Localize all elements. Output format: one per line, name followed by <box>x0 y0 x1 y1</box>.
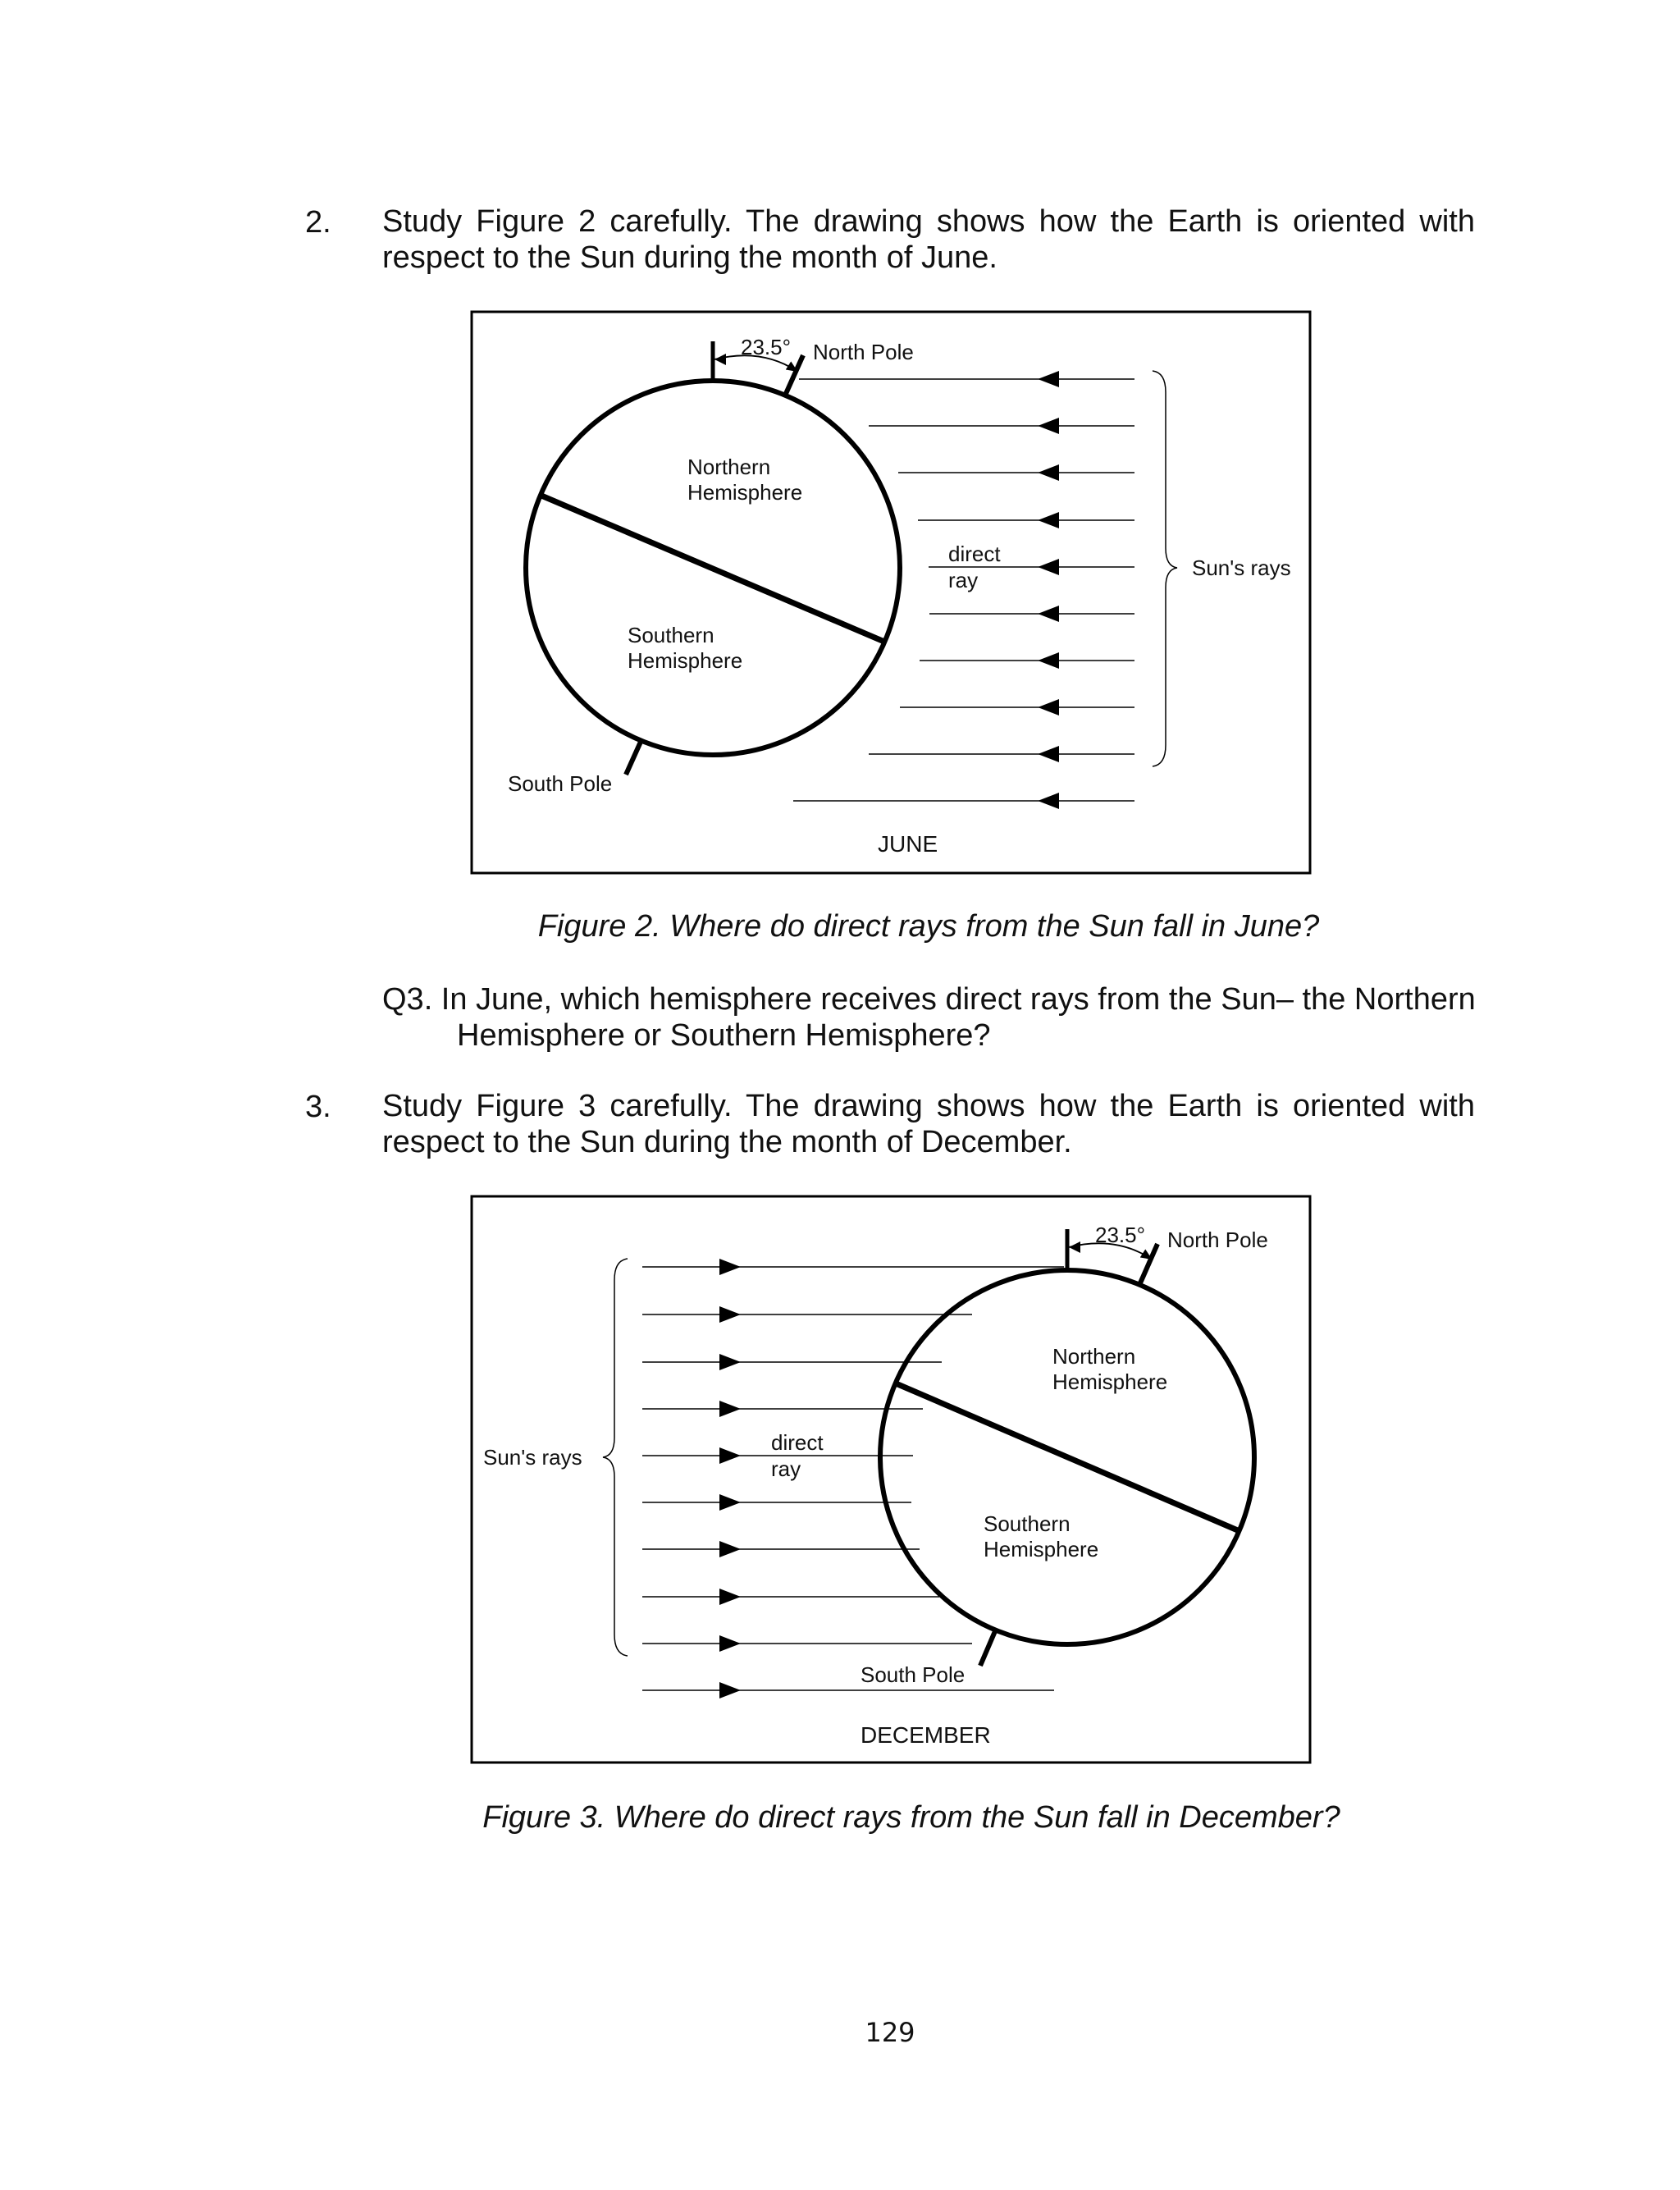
figure-2-northern-label-1: Northern <box>687 455 771 479</box>
question-3-line-2: Hemisphere or Southern Hemisphere? <box>457 1018 991 1053</box>
item-3-text: Study Figure 3 carefully. The drawing shows how the Earth is oriented with respect to the Sun during the month of December. <box>382 1089 1475 1159</box>
figure-3-southern-label-1: Southern <box>984 1511 1071 1536</box>
figure-3-diagram <box>470 1195 1312 1764</box>
figure-2 <box>470 310 1312 875</box>
figure-2-southern-label-1: Southern <box>628 623 714 647</box>
figure-2-diagram <box>470 310 1312 875</box>
figure-3-southern-label-2: Hemisphere <box>984 1537 1099 1561</box>
figure-2-northern-label-2: Hemisphere <box>687 480 803 505</box>
figure-2-direct-label-1: direct <box>948 542 1001 566</box>
figure-3-northern-label-1: Northern <box>1052 1344 1136 1369</box>
figure-2-angle-label: 23.5° <box>741 335 792 359</box>
item-2-text: Study Figure 2 carefully. The drawing shows how the Earth is oriented with respect to the Sun during the month of June. <box>382 204 1475 275</box>
item-number-3: 3. <box>305 1090 331 1124</box>
figure-3-direct-label-2: ray <box>771 1456 801 1481</box>
figure-3 <box>470 1195 1312 1764</box>
item-number-2: 2. <box>305 205 331 240</box>
figure-3-northern-label-2: Hemisphere <box>1052 1369 1168 1394</box>
figure-2-direct-label-2: ray <box>948 568 979 592</box>
figure-3-month-label: DECEMBER <box>861 1722 991 1748</box>
figure-3-caption: Figure 3. Where do direct rays from the Sun fall in December? <box>482 1800 1340 1835</box>
figure-2-suns-rays-label: Sun's rays <box>1192 556 1291 580</box>
figure-3-angle-label: 23.5° <box>1095 1223 1146 1247</box>
figure-2-caption: Figure 2. Where do direct rays from the Sun fall in June? <box>537 909 1320 944</box>
figure-2-south-pole-label: South Pole <box>508 771 613 796</box>
figure-3-north-pole-label: North Pole <box>1167 1228 1268 1252</box>
figure-2-month-label: JUNE <box>878 831 938 857</box>
figure-2-southern-label-2: Hemisphere <box>628 648 743 673</box>
page-number: 129 <box>865 2017 915 2048</box>
figure-3-south-pole-label: South Pole <box>861 1662 966 1687</box>
figure-3-direct-label-1: direct <box>771 1430 824 1455</box>
figure-3-suns-rays-label: Sun's rays <box>483 1445 582 1470</box>
figure-2-north-pole-label: North Pole <box>813 340 914 364</box>
question-3-line-1: Q3. In June, which hemisphere receives direct rays from the Sun– the Northern <box>382 982 1476 1017</box>
